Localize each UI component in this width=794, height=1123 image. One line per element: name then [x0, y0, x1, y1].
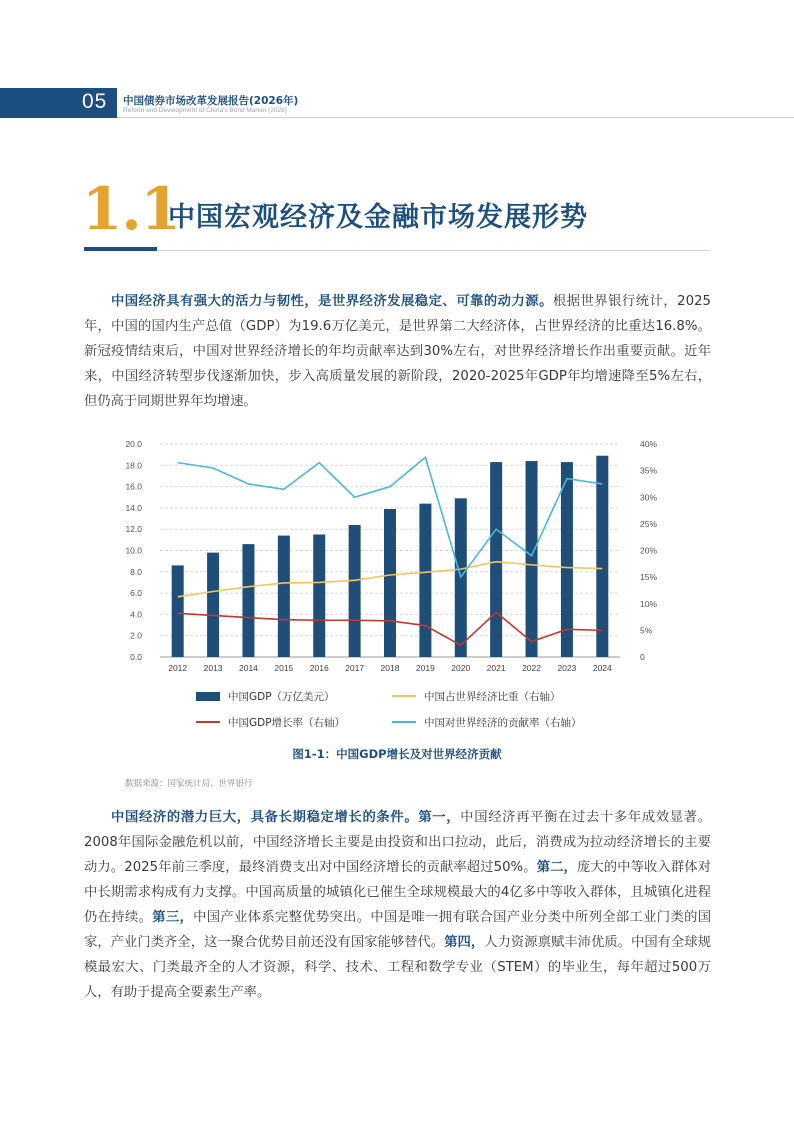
gdp-chart — [110, 432, 670, 680]
left-tick-label: 12.0 — [125, 524, 142, 535]
left-tick-label: 20.0 — [125, 439, 142, 449]
point-1-text: 中国经济再平衡在过去十多年成效显著。2008年国际金融危机以前，中国经济增长主要是由投资和出口拉动，此后，消费成为拉动经济增长的主要动力。2025年前三季度，最终消费支出对中国经济增长的贡献率超过50%。 — [84, 810, 712, 875]
right-tick-label: 30% — [640, 492, 658, 503]
gdp-bar — [349, 525, 361, 657]
legend-gdp-label: 中国GDP（万亿美元） — [228, 690, 335, 703]
running-header-subtitle: Reform and Development of China's Bond Market (2026) — [123, 107, 287, 114]
gdp-bar — [207, 553, 219, 657]
section-rule — [157, 250, 710, 251]
left-tick-label: 8.0 — [130, 566, 142, 577]
gdp-bar — [242, 544, 254, 657]
right-tick-label: 20% — [640, 545, 658, 556]
page-number: 05 — [82, 90, 108, 113]
section-title: 中国宏观经济及金融市场发展形势 — [168, 202, 588, 233]
point-3-label: 第三， — [152, 910, 194, 925]
right-tick-label: 0 — [640, 652, 645, 662]
left-tick-label: 6.0 — [130, 588, 142, 599]
legend-growth-label: 中国GDP增长率（右轴） — [228, 716, 346, 729]
section-underline — [84, 247, 157, 251]
gdp-bar — [526, 461, 538, 657]
gdp-bar — [419, 504, 431, 657]
legend-growth-swatch — [196, 721, 220, 723]
x-tick-label: 2022 — [522, 663, 541, 673]
right-tick-label: 15% — [640, 572, 658, 583]
legend-contribution — [392, 714, 582, 730]
right-tick-label: 5% — [640, 625, 653, 636]
gdp-bar — [172, 565, 184, 657]
legend-gdp — [196, 688, 335, 704]
point-2-text: 庞大的中等收入群体对中长期需求构成有力支撑。中国高质量的城镇化已催生全球规模最大的4亿多中等收入群体，且城镇化进程仍在持续。 — [84, 860, 711, 925]
left-tick-label: 16.0 — [125, 481, 142, 492]
gdp-bar — [561, 462, 573, 657]
x-axis-labels — [168, 663, 612, 673]
x-tick-label: 2024 — [592, 663, 612, 673]
gdp-bar — [313, 535, 325, 657]
left-tick-label: 18.0 — [125, 460, 142, 471]
section-number: 1.1 — [82, 175, 180, 243]
point-2-label: 第二， — [536, 860, 577, 875]
legend-share — [392, 688, 561, 704]
x-tick-label: 2012 — [168, 663, 188, 673]
header-divider — [117, 117, 794, 118]
right-tick-label: 40% — [640, 439, 658, 449]
left-tick-label: 2.0 — [130, 630, 142, 641]
point-3-text: 中国产业体系完整优势突出。中国是唯一拥有联合国产业分类中所列全部工业门类的国家，产业门类齐全，这一聚合优势目前还没有国家能够替代。 — [84, 910, 712, 950]
paragraph-1 — [84, 289, 711, 414]
x-tick-label: 2016 — [309, 663, 329, 673]
point-1-label: 第一， — [418, 810, 461, 825]
legend-contribution-label: 中国对世界经济的贡献率（右轴） — [424, 716, 582, 729]
gdp-bar — [278, 536, 290, 657]
x-tick-label: 2015 — [274, 663, 294, 673]
paragraph-1-lead: 中国经济具有强大的活力与韧性，是世界经济发展稳定、可靠的动力源。 — [111, 294, 553, 309]
x-tick-label: 2018 — [380, 663, 400, 673]
point-4-text: 人力资源禀赋丰沛优质。中国有全球规模最宏大、门类最齐全的人才资源，科学、技术、工程和数学专业（STEM）的毕业生，每年超过500万人，有助于提高全要素生产率。 — [84, 935, 712, 1000]
point-4-label: 第四， — [444, 935, 485, 950]
paragraph-2-lead: 中国经济的潜力巨大，具备长期稳定增长的条件。 — [111, 810, 419, 825]
left-tick-label: 10.0 — [125, 545, 142, 556]
x-tick-label: 2023 — [557, 663, 577, 673]
legend-share-label: 中国占世界经济比重（右轴） — [424, 690, 561, 703]
gdp-bar — [490, 462, 502, 657]
legend-contribution-swatch — [392, 721, 416, 723]
right-tick-label: 25% — [640, 518, 658, 529]
legend-share-swatch — [392, 695, 416, 697]
legend-growth — [196, 714, 345, 730]
right-tick-label: 10% — [640, 598, 658, 609]
left-axis-ticks — [125, 439, 142, 662]
left-tick-label: 4.0 — [130, 609, 142, 620]
right-axis-ticks — [640, 439, 657, 662]
x-tick-label: 2013 — [203, 663, 223, 673]
chart-legend — [196, 688, 636, 738]
chart-caption: 图1-1：中国GDP增长及对世界经济贡献 — [292, 747, 502, 761]
x-tick-label: 2014 — [239, 663, 258, 673]
running-header-title: 中国债券市场改革发展报告(2026年) — [123, 95, 299, 107]
gdp-bar — [596, 456, 608, 657]
paragraph-2 — [84, 805, 711, 1005]
data-source: 数据来源：国家统计局、世界银行 — [125, 779, 253, 789]
gdp-bar — [384, 509, 396, 657]
x-tick-label: 2020 — [451, 663, 471, 673]
legend-gdp-swatch — [196, 692, 220, 701]
x-tick-label: 2021 — [486, 663, 506, 673]
left-tick-label: 14.0 — [125, 502, 142, 513]
left-tick-label: 0.0 — [130, 652, 142, 662]
right-tick-label: 35% — [640, 465, 658, 476]
x-tick-label: 2017 — [345, 663, 365, 673]
paragraph-1-body: 根据世界银行统计，2025年，中国的国内生产总值（GDP）为19.6万亿美元，是世界第二大经济体，占世界经济的比重达16.8%。新冠疫情结束后，中国对世界经济增长的年均贡献率达到30%左右，对世界经济增长作出重要贡献。近年来，中国经济转型步伐逐渐加快，步入高质量发展的新阶段，2020-2025年GDP年均增速降至5%左右，但仍高于同期世界年均增速。 — [84, 294, 712, 409]
x-tick-label: 2019 — [415, 663, 435, 673]
